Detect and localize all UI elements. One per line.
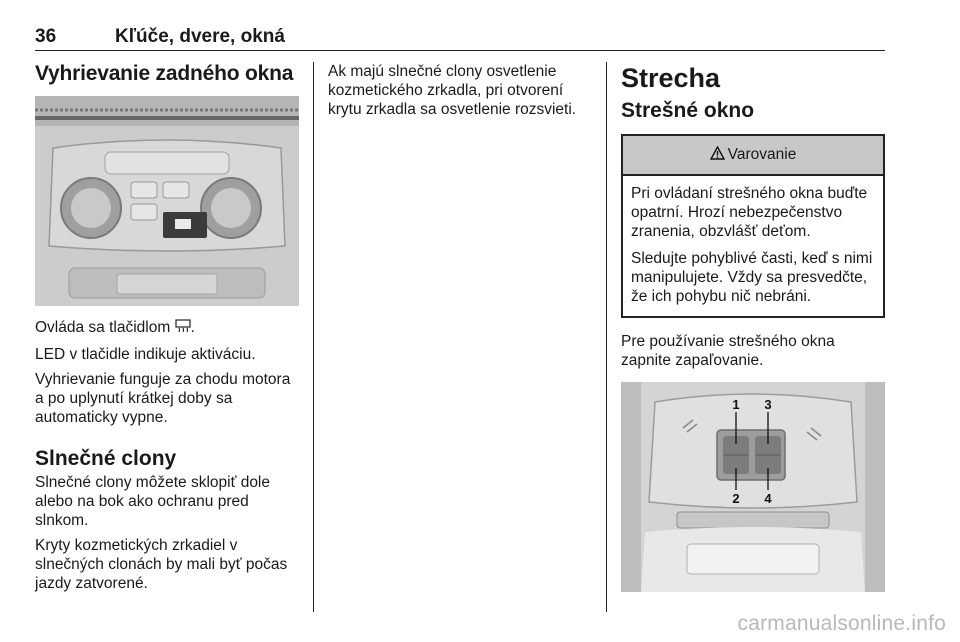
paragraph-text: . <box>190 319 195 337</box>
page-header <box>35 26 885 51</box>
paragraph-ignition: Pre používanie strešného okna zapnite zapaľovanie. <box>621 332 835 369</box>
column-divider <box>313 62 314 612</box>
paragraph-heating-duration: Vyhrievanie funguje za chodu motora a po uplynutí krátkej doby sa automaticky vypne. <box>35 371 291 427</box>
page-number: 36 <box>35 26 57 47</box>
paragraph-heater-button <box>35 318 303 339</box>
warning-paragraph: Pri ovládaní strešného okna buďte opatrní. Hrozí nebezpečenstvo zranenia, obzvlášť deťom. <box>631 184 868 240</box>
sunroof-switch-figure <box>621 382 885 592</box>
column-right <box>621 62 885 604</box>
warning-body <box>623 176 883 316</box>
paragraph-text: Ovláda sa tlačidlom <box>35 319 171 337</box>
subsection-title-sunroof: Strešné okno <box>621 99 755 123</box>
paragraph-mirror-lighting: Ak majú slnečné clony osvetlenie kozmetického zrkadla, pri otvorení krytu zrkadla sa osvetlenie rozsvieti. <box>328 63 577 118</box>
figure-label: 1 <box>732 396 740 412</box>
chapter-title: Kľúče, dvere, okná <box>115 26 285 47</box>
figure-label: 4 <box>764 490 772 506</box>
warning-label: Varovanie <box>727 145 797 163</box>
paragraph-sun-visors: Slnečné clony môžete sklopiť dole alebo na bok ako ochranu pred slnkom. <box>35 474 270 530</box>
column-left <box>35 62 303 599</box>
section-title-sun-visors: Slnečné clony <box>35 447 177 471</box>
watermark: carmanualsonline.info <box>737 612 946 635</box>
chapter-heading-roof: Strecha <box>621 63 721 93</box>
climate-control-panel-figure <box>35 96 299 306</box>
paragraph-led: LED v tlačidle indikuje aktiváciu. <box>35 346 256 364</box>
warning-paragraph: Sledujte pohyblivé časti, keď s nimi manipulujete. Vždy sa presvedčte, že ich pohybu nič nebráni. <box>631 249 873 305</box>
column-divider <box>606 62 607 612</box>
paragraph-mirror-covers: Kryty kozmetických zrkadiel v slnečných clonách by mali byť počas jazdy zatvorené. <box>35 537 288 593</box>
figure-label: 2 <box>732 490 740 506</box>
section-title-rear-window-heating: Vyhrievanie zadného okna <box>35 62 294 85</box>
figure-label: 3 <box>764 396 772 412</box>
warning-triangle-icon <box>710 145 725 165</box>
warning-header <box>623 136 883 176</box>
column-middle <box>328 62 593 125</box>
warning-box <box>621 134 885 318</box>
rear-window-heater-icon <box>175 319 191 339</box>
